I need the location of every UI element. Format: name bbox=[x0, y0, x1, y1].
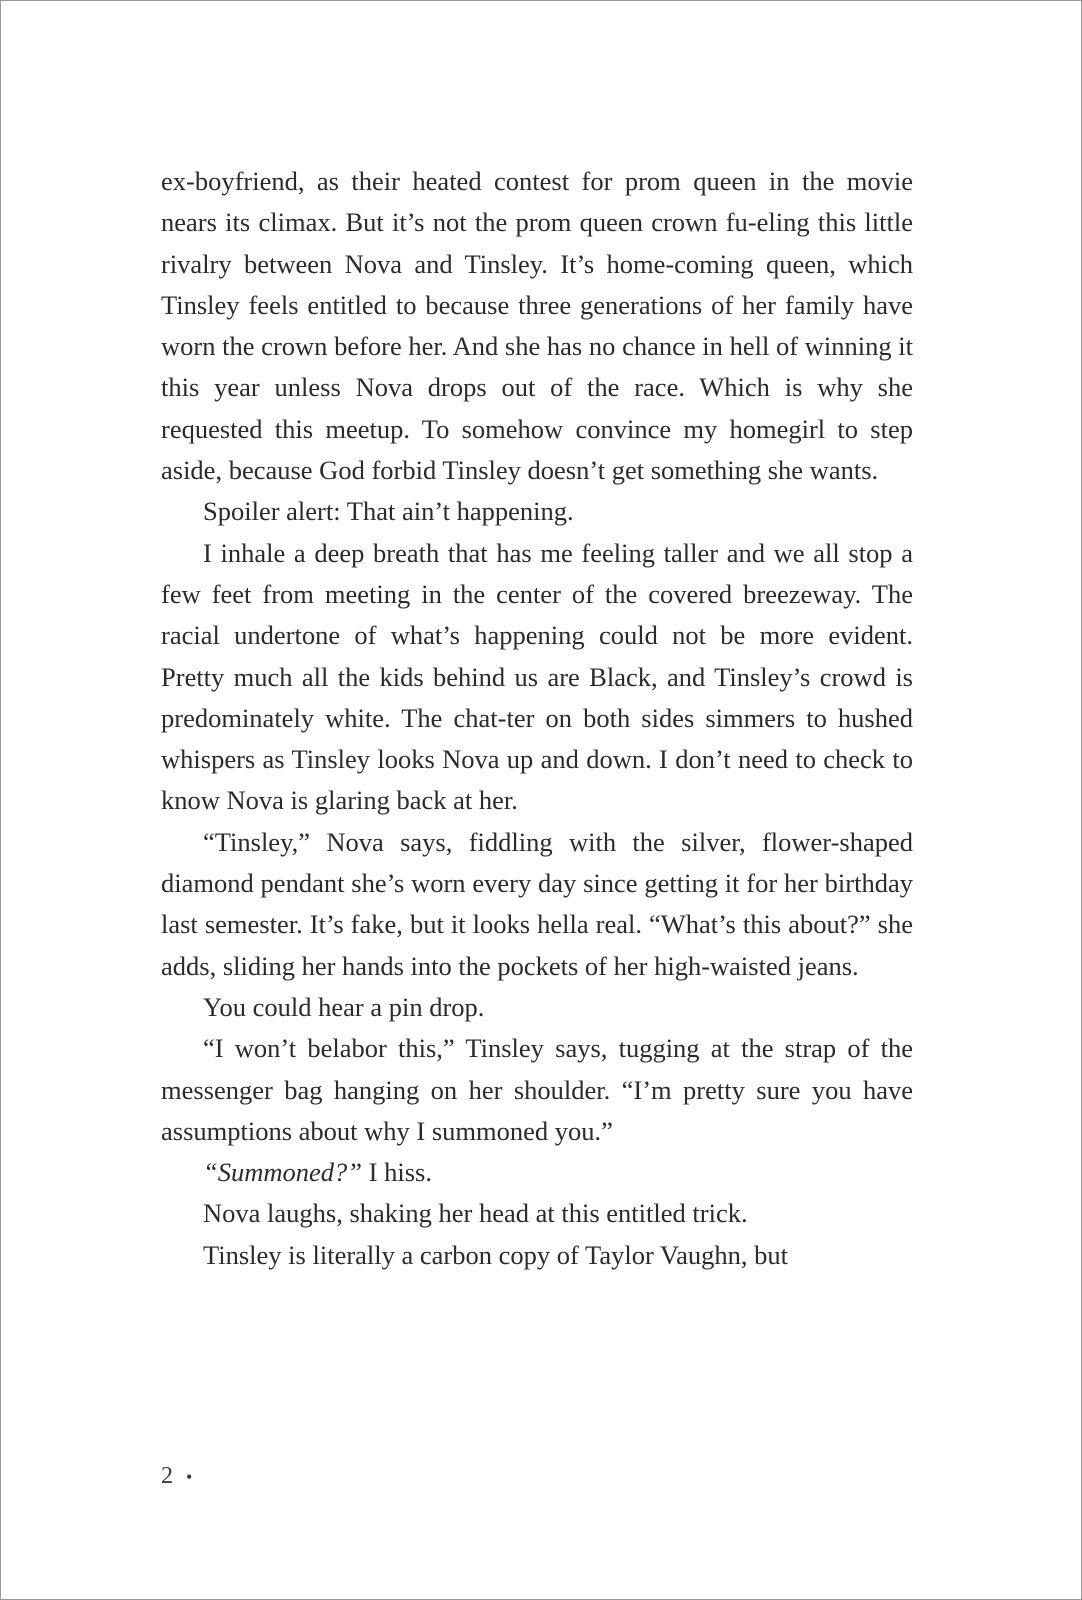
italic-dialogue: “Summoned?” bbox=[203, 1157, 363, 1188]
page-footer bbox=[161, 1463, 193, 1490]
dialogue-tag: I hiss. bbox=[362, 1157, 432, 1188]
paragraph: ex-boyfriend, as their heated contest for prom queen in the movie nears its climax. But it’s not the prom queen crown fu-eling this little rivalry between Nova and Tinsley. It’s home-coming queen, which Tinsley feels entitled to because three generations of her family have worn the crown before her. And she has no chance in hell of winning it this year unless Nova drops out of the race. Which is why she requested this meetup. To somehow convince my homegirl to step aside, because God forbid Tinsley doesn’t get something she wants. bbox=[161, 166, 913, 486]
paragraph: “I won’t belabor this,” Tinsley says, tugging at the strap of the messenger bag hanging on her shoulder. “I’m pretty sure you have assumptions about why I summoned you.” bbox=[161, 1033, 913, 1146]
page-number: 2 bbox=[161, 1463, 174, 1489]
body-text bbox=[161, 161, 913, 1276]
paragraph: Tinsley is literally a carbon copy of Taylor Vaughn, but bbox=[203, 1239, 788, 1270]
folio-bullet: • bbox=[186, 1466, 194, 1487]
paragraph: “Tinsley,” Nova says, fiddling with the silver, flower-shaped diamond pendant she’s worn every day since getting it for her birthday last semester. It’s fake, but it looks hella real. “What’s this about?” she adds, sliding her hands into the pockets of her high-waisted jeans. bbox=[161, 826, 913, 981]
paragraph-with-italic bbox=[161, 1152, 913, 1193]
paragraph: You could hear a pin drop. bbox=[203, 991, 485, 1022]
paragraph: Spoiler alert: That ain’t happening. bbox=[203, 496, 574, 527]
paragraph: I inhale a deep breath that has me feeling taller and we all stop a few feet from meeting in the center of the covered breezeway. The racial undertone of what’s happening could not be more evident. Pretty much all the kids behind us are Black, and Tinsley’s crowd is predominately white. The chat-ter on both sides simmers to hushed whispers as Tinsley looks Nova up and down. I don’t need to check to know Nova is glaring back at her. bbox=[161, 537, 913, 816]
paragraph: Nova laughs, shaking her head at this entitled trick. bbox=[203, 1198, 748, 1229]
